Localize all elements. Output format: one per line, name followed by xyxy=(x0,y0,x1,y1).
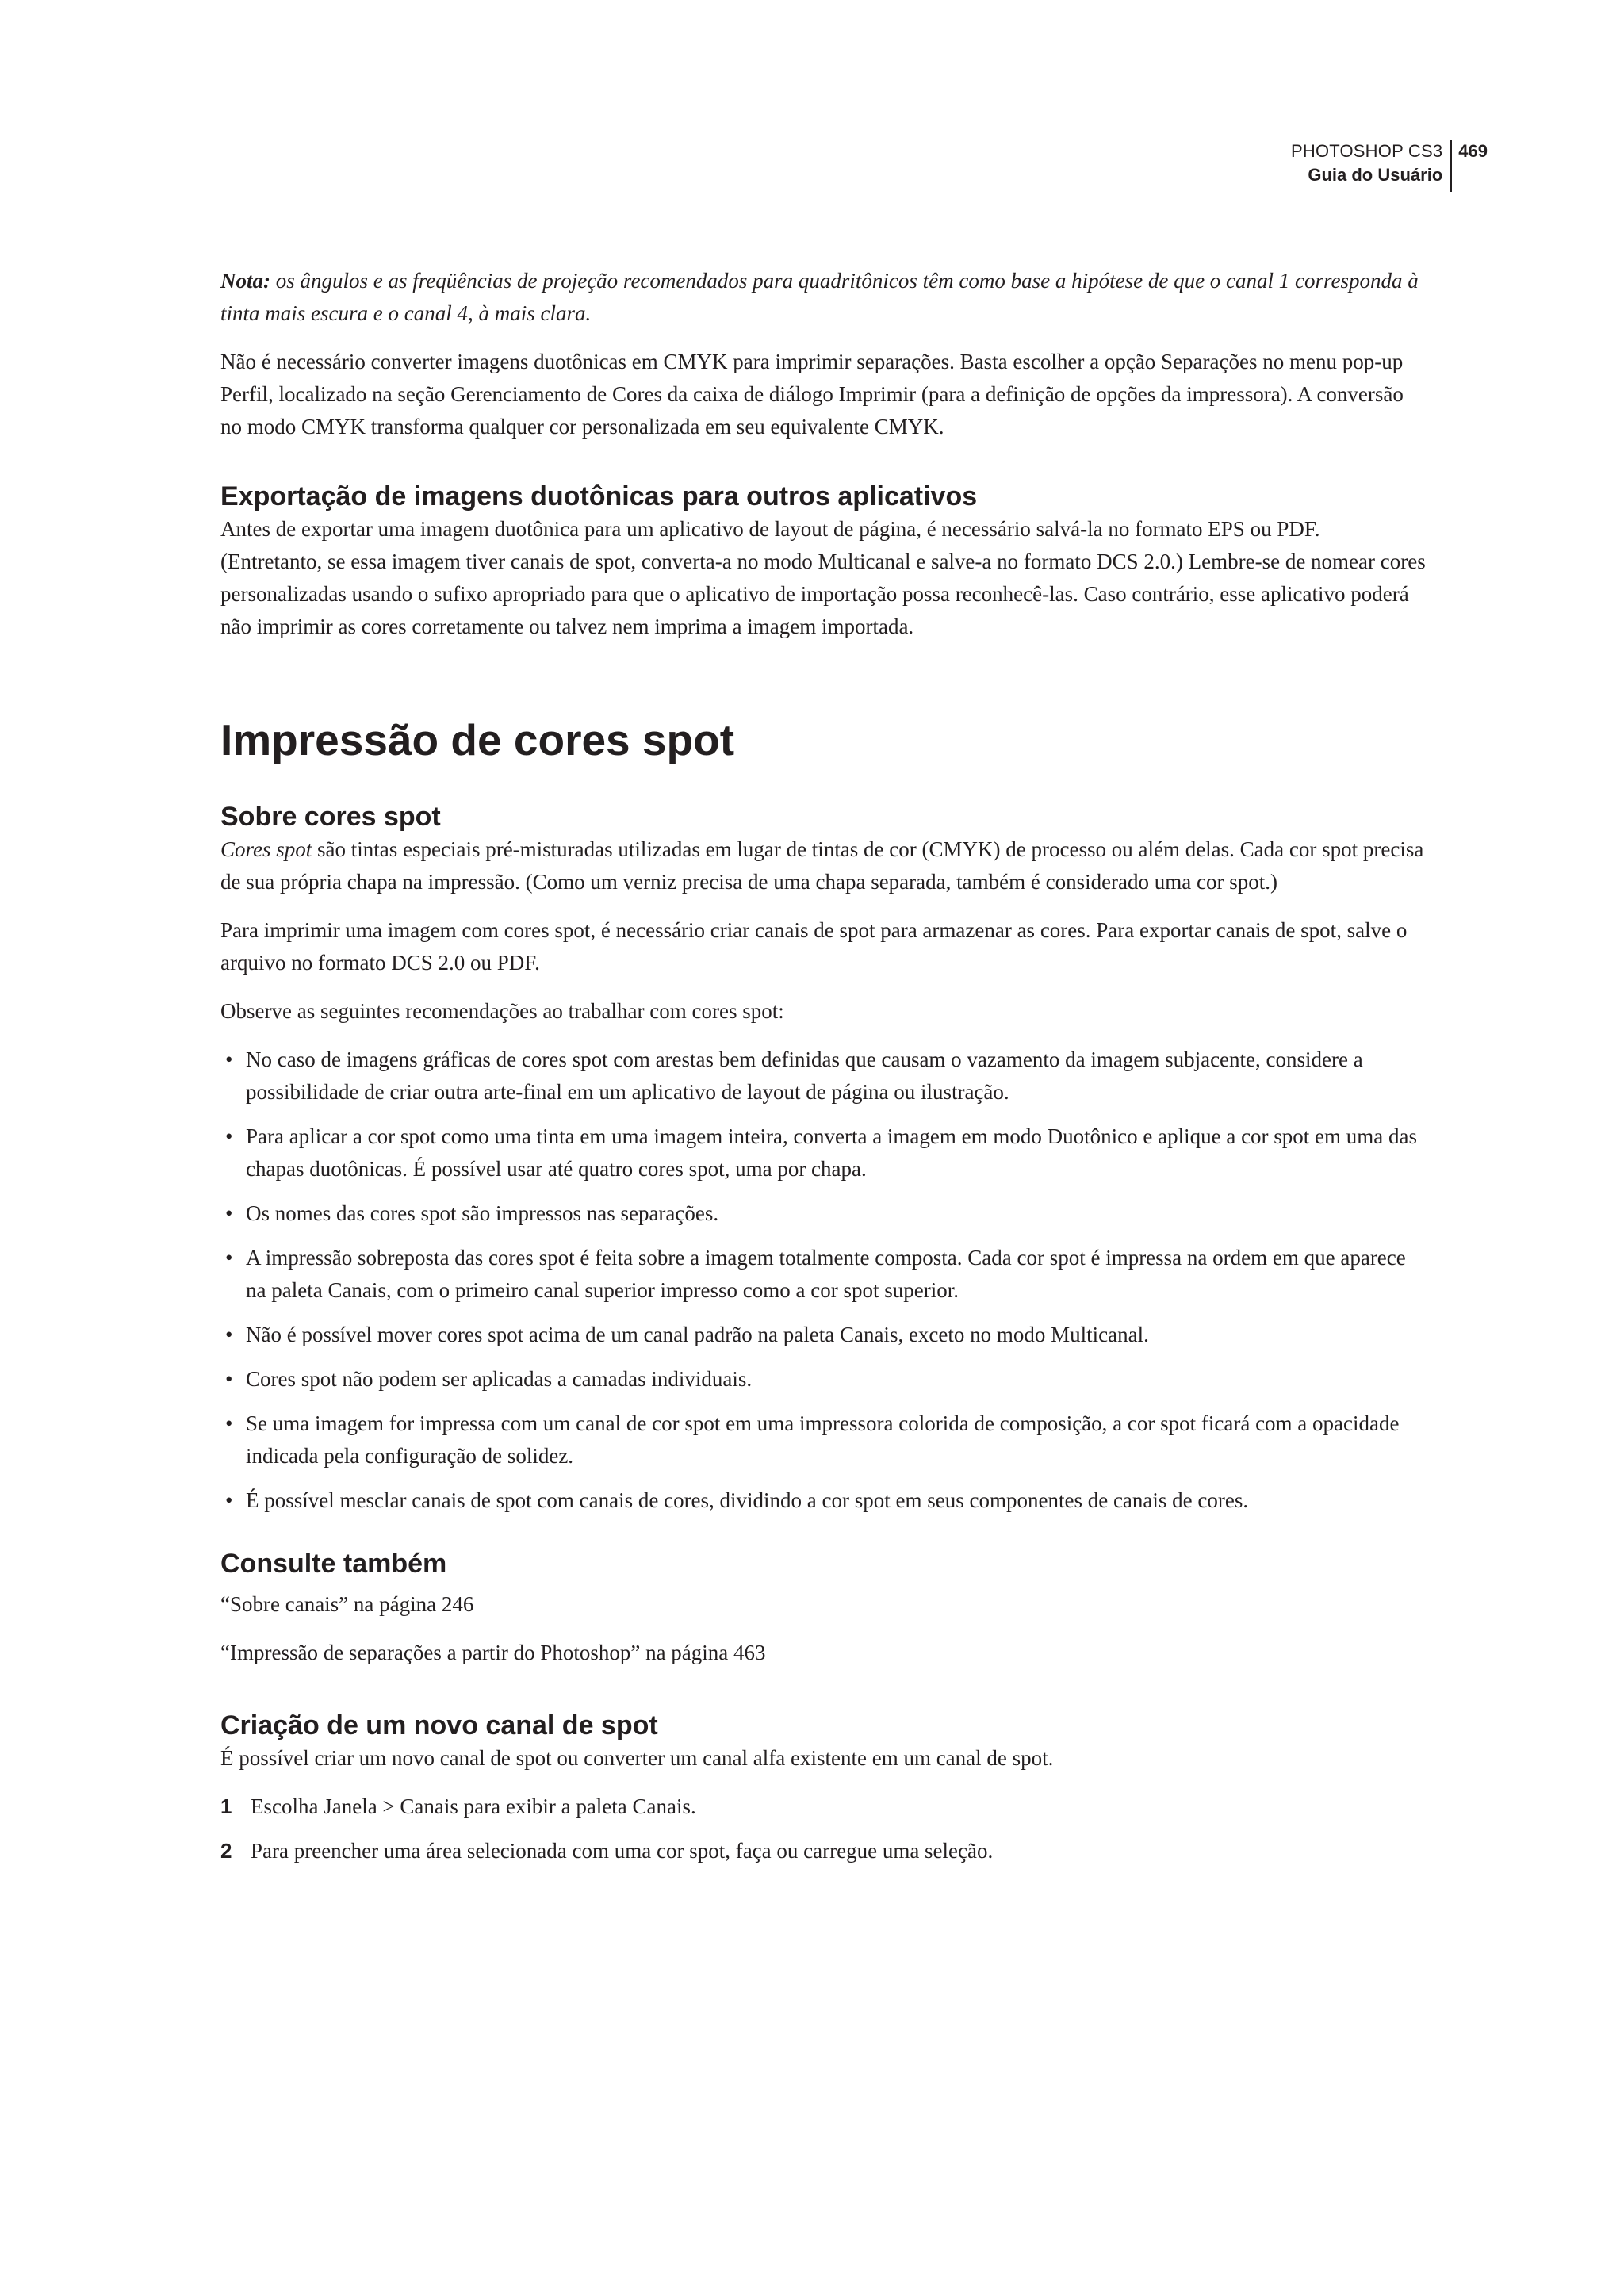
about-paragraph-1 xyxy=(220,833,1426,898)
list-item xyxy=(220,1044,1426,1109)
steps-list xyxy=(220,1790,1426,1867)
bullet-icon: • xyxy=(225,1201,233,1225)
bullet-icon: • xyxy=(225,1124,233,1148)
recommendations-list xyxy=(220,1044,1426,1517)
note-text: os ângulos e as freqüências de projeção recomendados para quadritônicos têm como base a hipótese de que o canal 1 corresponda à tinta mais escura e o canal 4, à mais clara. xyxy=(220,269,1419,325)
header-product-name: PHOTOSHOP CS3 xyxy=(1290,141,1443,161)
spot-colors-term: Cores spot xyxy=(220,837,312,861)
see-also-link-canais[interactable]: “Sobre canais” na página 246 xyxy=(220,1592,474,1616)
page-content xyxy=(220,265,1426,1879)
header-text xyxy=(1291,140,1450,187)
list-item-text: Os nomes das cores spot são impressos nas separações. xyxy=(246,1201,719,1225)
about-paragraph-1-rest: são tintas especiais pré-misturadas utilizadas em lugar de tintas de cor (CMYK) de processo ou além delas. Cada cor spot precisa de sua própria chapa na impressão. (Como um verniz precisa de uma chapa separada, também é considerado uma cor spot.) xyxy=(220,837,1424,894)
header-guide-name: Guia do Usuário xyxy=(1308,165,1443,185)
list-item-text: A impressão sobreposta das cores spot é feita sobre a imagem totalmente composta. Cada cor spot é impressa na ordem em que aparece na paleta Canais, com o primeiro canal superior impresso como a cor spot superior. xyxy=(246,1246,1406,1302)
step-number: 2 xyxy=(220,1839,232,1863)
step-text: Para preencher uma área selecionada com uma cor spot, faça ou carregue uma seleção. xyxy=(251,1839,994,1863)
list-item-text: No caso de imagens gráficas de cores spot com arestas bem definidas que causam o vazamento da imagem subjacente, considere a possibilidade de criar outra arte-final em um aplicativo de layout de página ou ilustração. xyxy=(246,1047,1363,1104)
about-paragraph-3: Observe as seguintes recomendações ao trabalhar com cores spot: xyxy=(220,999,784,1023)
see-also-link-separacoes[interactable]: “Impressão de separações a partir do Photoshop” na página 463 xyxy=(220,1641,766,1664)
list-item-text: Cores spot não podem ser aplicadas a camadas individuais. xyxy=(246,1367,753,1391)
list-item xyxy=(220,1197,1426,1230)
list-item xyxy=(220,1407,1426,1473)
bullet-icon: • xyxy=(225,1246,233,1270)
bullet-icon: • xyxy=(225,1488,233,1512)
bullet-icon: • xyxy=(225,1047,233,1071)
bullet-icon: • xyxy=(225,1411,233,1435)
export-section-heading: Exportação de imagens duotônicas para outros aplicativos xyxy=(220,481,978,511)
list-item xyxy=(220,1363,1426,1396)
step-item xyxy=(220,1835,1426,1867)
about-paragraph-2: Para imprimir uma imagem com cores spot, é necessário criar canais de spot para armazenar as cores. Para exportar canais de spot, salve o arquivo no formato DCS 2.0 ou PDF. xyxy=(220,918,1408,975)
note-paragraph xyxy=(220,265,1426,330)
list-item xyxy=(220,1120,1426,1185)
step-number: 1 xyxy=(220,1794,232,1818)
step-text: Escolha Janela > Canais para exibir a paleta Canais. xyxy=(251,1794,696,1818)
about-section-heading: Sobre cores spot xyxy=(220,802,441,832)
step-item xyxy=(220,1790,1426,1823)
list-item-text: Não é possível mover cores spot acima de um canal padrão na paleta Canais, exceto no modo Multicanal. xyxy=(246,1323,1149,1346)
list-item-text: É possível mesclar canais de spot com canais de cores, dividindo a cor spot em seus componentes de canais de cores. xyxy=(246,1488,1249,1512)
export-section-paragraph: Antes de exportar uma imagem duotônica para um aplicativo de layout de página, é necessário salvá-la no formato EPS ou PDF. (Entretanto, se essa imagem tiver canais de spot, converta-a no modo Multicanal e salve-a no formato DCS 2.0.) Lembre-se de nomear cores personalizadas usando o sufixo apropriado para que o aplicativo de importação possa reconhecê-las. Caso contrário, esse aplicativo poderá não imprimir as cores corretamente ou talvez nem imprima a imagem importada. xyxy=(220,517,1426,638)
list-item-text: Para aplicar a cor spot como uma tinta em uma imagem inteira, converta a imagem em modo Duotônico e aplique a cor spot em uma das chapas duotônicas. É possível usar até quatro cores spot, uma por chapa. xyxy=(246,1124,1418,1181)
intro-paragraph: Não é necessário converter imagens duotônicas em CMYK para imprimir separações. Basta escolher a opção Separações no menu pop-up Perfil, localizado na seção Gerenciamento de Cores da caixa de diálogo Imprimir (para a definição de opções da impressora). A conversão no modo CMYK transforma qualquer cor personalizada em seu equivalente CMYK. xyxy=(220,350,1404,439)
bullet-icon: • xyxy=(225,1367,233,1391)
running-header xyxy=(1291,140,1488,192)
spot-colors-title: Impressão de cores spot xyxy=(220,715,735,764)
bullet-icon: • xyxy=(225,1323,233,1346)
list-item xyxy=(220,1319,1426,1351)
page-number: 469 xyxy=(1458,141,1488,161)
list-item xyxy=(220,1484,1426,1517)
create-section-heading: Criação de um novo canal de spot xyxy=(220,1710,658,1741)
see-also-heading: Consulte também xyxy=(220,1549,447,1579)
note-label: Nota: xyxy=(220,269,270,293)
list-item xyxy=(220,1242,1426,1307)
create-section-paragraph: É possível criar um novo canal de spot ou converter um canal alfa existente em um canal de spot. xyxy=(220,1746,1054,1770)
list-item-text: Se uma imagem for impressa com um canal de cor spot em uma impressora colorida de composição, a cor spot ficará com a opacidade indicada pela configuração de solidez. xyxy=(246,1411,1400,1468)
